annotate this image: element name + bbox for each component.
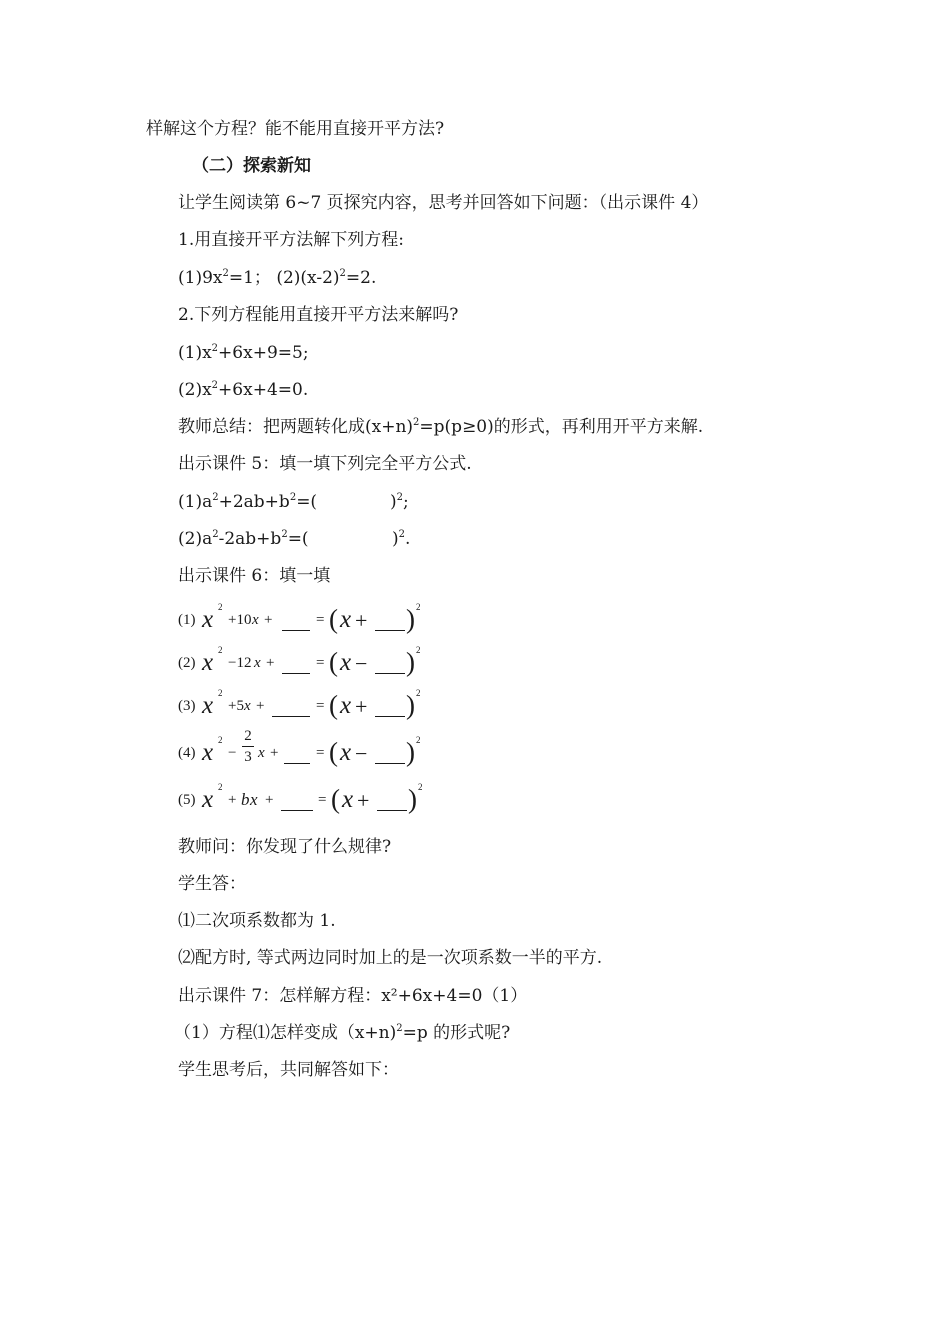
operator: + (355, 608, 368, 633)
superscript: 2 (211, 380, 219, 391)
eq11-part-a: (1)a (178, 492, 213, 512)
right-paren: ) (406, 604, 415, 634)
fraction-numerator: 2 (244, 728, 252, 744)
x-variable: x (202, 786, 214, 813)
formula-number: (5) (178, 792, 196, 808)
text-line-3: 让学生阅读第 6~7 页探究内容，思考并回答如下问题：（出示课件 4） (178, 193, 709, 213)
text-line-21: ⑴二次项系数都为 1. (178, 911, 336, 931)
superscript: 2 (222, 268, 229, 279)
text-line-13: 出示课件 6：填一填 (178, 566, 331, 586)
eq12-part-a: (2)a (178, 529, 213, 549)
left-paren: ( (331, 784, 340, 814)
linear-coefficient: +10 (228, 612, 252, 628)
text-line-25: 学生思考后，共同解答如下： (178, 1060, 399, 1080)
plus-sign: + (264, 612, 273, 628)
superscript: 2 (281, 529, 288, 540)
text-line-22: ⑵配方时, 等式两边同时加上的是一次项系数一半的平方. (178, 948, 603, 968)
eq11-right: )$^2$; (390, 492, 409, 512)
answer-blank[interactable] (272, 716, 310, 717)
eq11-part-c: =( (296, 492, 318, 512)
answer-blank[interactable] (375, 673, 405, 674)
eq12-part-c: =( (287, 529, 309, 549)
x-variable: x (202, 739, 214, 766)
superscript: 2 (413, 417, 420, 428)
section-heading: （二）探索新知 (192, 156, 311, 176)
superscript: 2 (416, 735, 421, 745)
answer-blank[interactable] (375, 630, 405, 631)
equation-line-8 (178, 378, 308, 402)
right-paren: ) (406, 737, 415, 767)
superscript: 2 (218, 735, 223, 745)
formula-number: (4) (178, 745, 196, 761)
right-paren: ) (406, 690, 415, 720)
x-variable: x (244, 698, 251, 714)
left-paren: ( (329, 690, 338, 720)
equals-sign: = (316, 698, 325, 714)
x-variable: x (340, 692, 352, 719)
formula-1 (178, 602, 438, 642)
superscript: 2 (212, 492, 219, 503)
answer-blank[interactable] (282, 630, 310, 631)
x-variable: x (252, 612, 259, 628)
superscript: 2 (218, 782, 223, 792)
equals-sign: = (316, 655, 325, 671)
answer-blank[interactable] (375, 763, 405, 764)
plus-sign: + (270, 745, 279, 761)
text-line-20: 学生答： (178, 874, 246, 894)
equals-sign: = (316, 745, 325, 761)
operator: − (355, 741, 368, 766)
left-paren: ( (329, 604, 338, 634)
eq11-part-b: +2ab+b (218, 492, 290, 512)
operator: − (355, 651, 368, 676)
superscript: 2 (396, 492, 404, 503)
plus-sign: + (256, 698, 265, 714)
eq7-part-a: (1)x (178, 343, 212, 363)
x-variable: x (340, 649, 352, 676)
equals-sign: = (316, 612, 325, 628)
superscript: 2 (289, 492, 297, 503)
formula-3 (178, 688, 438, 728)
linear-coefficient: −12 (228, 655, 252, 671)
text-line-19: 教师问：你发现了什么规律? (178, 837, 392, 857)
right-paren: ) (408, 784, 417, 814)
eq12-right: )$^2$. (392, 529, 411, 549)
text-line-10: 出示课件 5：填一填下列完全平方公式. (178, 454, 472, 474)
answer-blank[interactable] (282, 673, 310, 674)
formula-number: (3) (178, 698, 196, 714)
left-paren: ( (329, 647, 338, 677)
equation-line-7 (178, 341, 309, 365)
x-variable: x (254, 655, 261, 671)
answer-blank[interactable] (284, 763, 310, 764)
eq7-part-b: +6x+9=5; (218, 343, 309, 363)
linear-coefficient: +5 (228, 698, 244, 714)
l24-part-b: =p 的形式呢? (402, 1023, 511, 1043)
fraction-denominator: 3 (244, 749, 252, 765)
text-line-1: 样解这个方程？能不能用直接开平方法? (146, 119, 445, 139)
text-line-6: 2.下列方程能用直接开平方法来解吗? (178, 305, 459, 325)
formula-5 (178, 782, 438, 822)
superscript: 2 (218, 602, 223, 612)
superscript: 2 (218, 645, 223, 655)
l9-part-a: 教师总结：把两题转化成(x+n) (178, 417, 414, 437)
plus-sign: + (266, 655, 275, 671)
superscript: 2 (396, 1023, 403, 1034)
eq12-part-b: -2ab+b (218, 529, 282, 549)
operator: + (355, 694, 368, 719)
minus-sign: − (228, 745, 237, 761)
answer-blank[interactable] (375, 716, 405, 717)
text-line-4: 1.用直接开平方法解下列方程: (178, 230, 404, 250)
x-variable: x (342, 786, 354, 813)
superscript: 2 (416, 645, 421, 655)
x-variable: x (340, 606, 352, 633)
superscript: 2 (211, 343, 219, 354)
superscript: 2 (398, 529, 406, 540)
equation-line-11 (178, 490, 478, 514)
x-variable: x (202, 649, 214, 676)
superscript: 2 (416, 688, 421, 698)
superscript: 2 (339, 268, 346, 279)
l24-part-a: （1）方程⑴怎样变成（x+n) (174, 1023, 397, 1043)
x-variable: x (202, 692, 214, 719)
answer-blank[interactable] (281, 810, 313, 811)
eq5-part-b: =1； (2)(x-2) (228, 268, 340, 288)
fraction (241, 727, 255, 766)
answer-blank[interactable] (377, 810, 407, 811)
b-variable: b (241, 790, 250, 809)
equation-line-5 (178, 266, 376, 290)
plus-sign: + (228, 792, 237, 808)
x-variable: x (258, 745, 265, 761)
x-variable: x (250, 790, 258, 809)
right-paren: ) (406, 647, 415, 677)
equals-sign: = (318, 792, 327, 808)
left-paren: ( (329, 737, 338, 767)
eq5-part-a: (1)9x (178, 268, 223, 288)
superscript: 2 (218, 688, 223, 698)
text-line-23: 出示课件 7：怎样解方程：x²+6x+4=0（1） (178, 986, 528, 1006)
superscript: 2 (418, 782, 423, 792)
operator: + (357, 788, 370, 813)
superscript: 2 (212, 529, 219, 540)
superscript: 2 (416, 602, 421, 612)
eq8-part-b: +6x+4=0. (218, 380, 309, 400)
formula-4 (178, 728, 438, 775)
text-line-24 (174, 1021, 510, 1045)
l9-part-b: =p(p≥0)的形式，再利用开平方来解. (419, 417, 704, 437)
formula-number: (2) (178, 655, 196, 671)
formula-number: (1) (178, 612, 196, 628)
text-line-9 (178, 415, 703, 439)
plus-sign: + (265, 792, 274, 808)
x-variable: x (340, 739, 352, 766)
x-variable: x (202, 606, 214, 633)
eq8-part-a: (2)x (178, 380, 212, 400)
equation-line-12 (178, 527, 478, 551)
formula-2 (178, 645, 438, 685)
fraction-bar (242, 746, 254, 747)
eq5-part-c: =2. (345, 268, 377, 288)
